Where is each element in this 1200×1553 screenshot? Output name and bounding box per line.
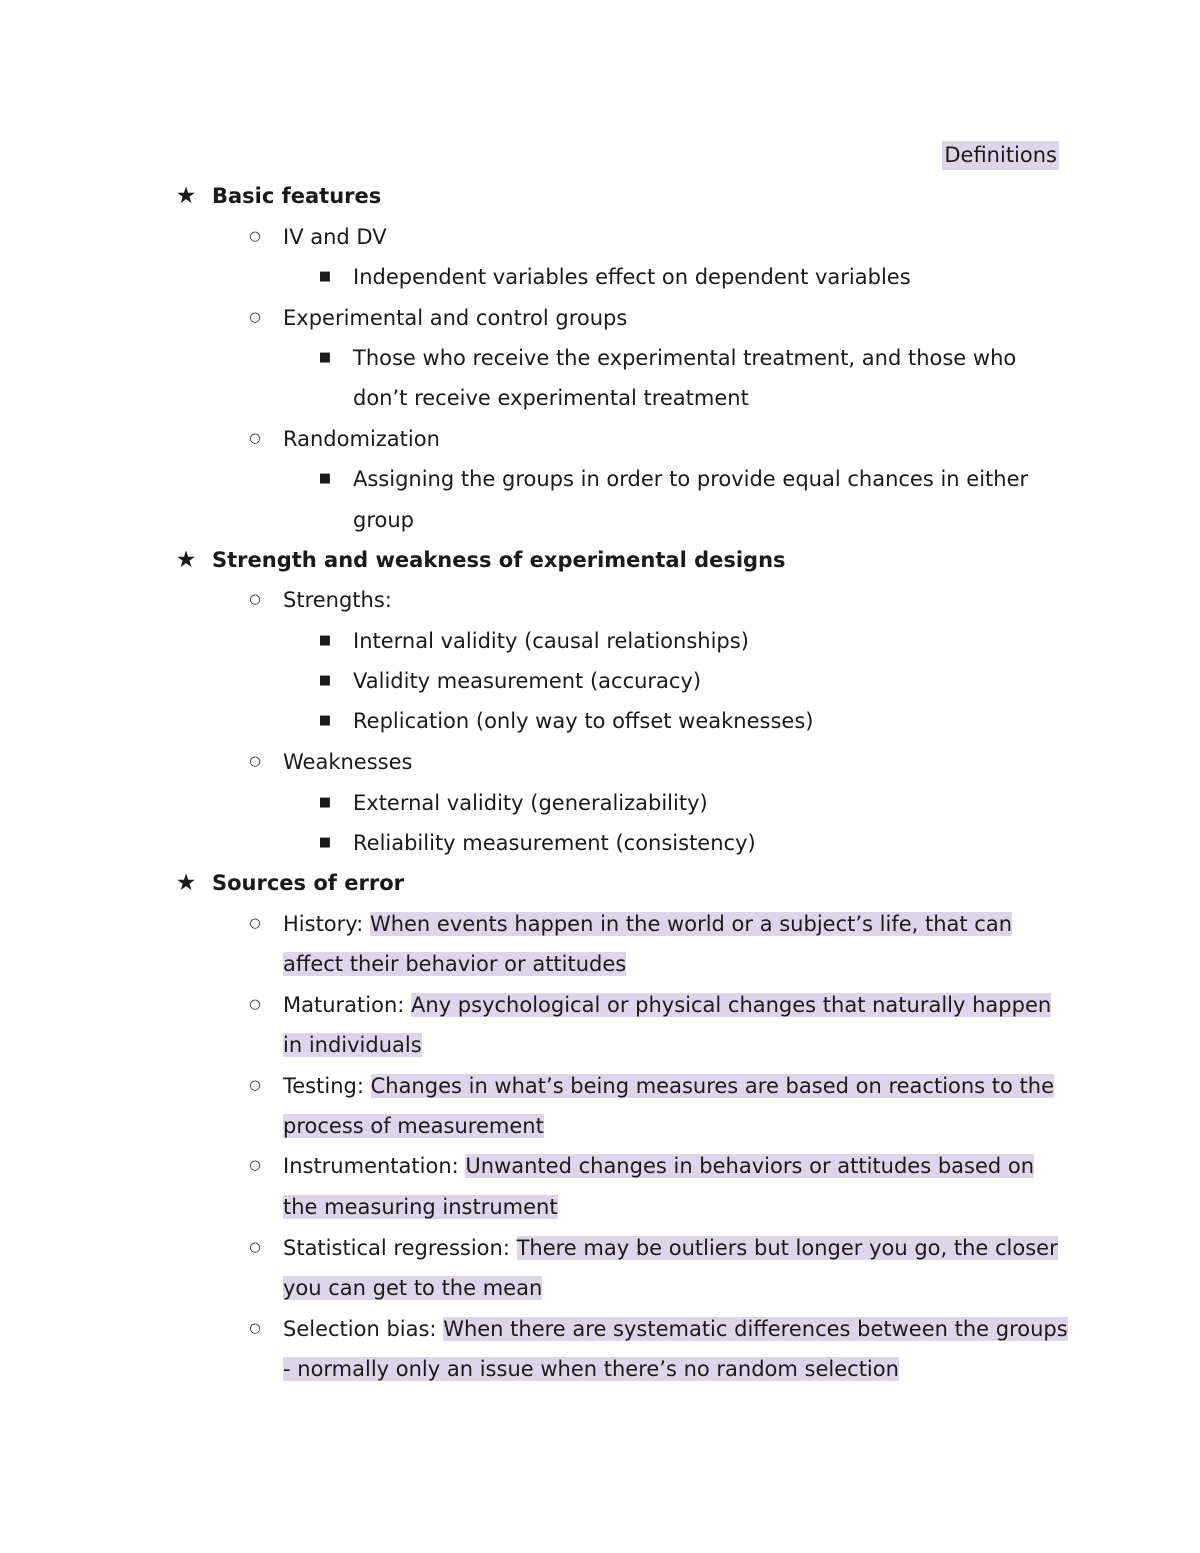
- circle-bullet-icon: ○: [249, 229, 261, 244]
- square-bullet-icon: ■: [318, 269, 332, 284]
- circle-bullet-icon: ○: [249, 1158, 261, 1173]
- list-item-text: Assigning the groups in order to provide equal chances in either: [353, 467, 1029, 491]
- list-item-text: Reliability measurement (consistency): [353, 831, 756, 855]
- highlighted-definition: There may be outliers but longer you go, the closer: [516, 1236, 1058, 1260]
- circle-bullet-icon: ○: [249, 431, 261, 446]
- section-heading-sources-of-error: [175, 863, 404, 903]
- list-item-continuation: [283, 1025, 422, 1065]
- highlighted-definition: When events happen in the world or a subject’s life, that can: [369, 912, 1013, 936]
- list-item-reliability-measurement: [318, 823, 756, 863]
- list-item-text: Replication (only way to offset weaknesses): [353, 709, 814, 733]
- list-item-groups-definition: [318, 338, 1017, 378]
- list-item-instrumentation: [249, 1146, 1035, 1186]
- square-bullet-icon: ■: [318, 633, 332, 648]
- term-label: Statistical regression:: [283, 1236, 517, 1260]
- square-bullet-icon: ■: [318, 350, 332, 365]
- list-item-text: group: [353, 508, 414, 532]
- section-title: Strength and weakness of experimental designs: [212, 548, 786, 572]
- list-item-iv-dv: [249, 217, 387, 257]
- square-bullet-icon: ■: [318, 471, 332, 486]
- square-bullet-icon: ■: [318, 673, 332, 688]
- square-bullet-icon: ■: [318, 835, 332, 850]
- section-heading-basic-features: [175, 176, 382, 216]
- circle-bullet-icon: ○: [249, 310, 261, 325]
- circle-bullet-icon: ○: [249, 997, 261, 1012]
- highlighted-definition: in individuals: [283, 1033, 422, 1057]
- definitions-label: Definitions: [942, 141, 1059, 170]
- circle-bullet-icon: ○: [249, 1321, 261, 1336]
- highlighted-definition: Any psychological or physical changes that naturally happen: [411, 993, 1052, 1017]
- list-item-text: Independent variables effect on dependent variables: [353, 265, 911, 289]
- list-item-weaknesses: [249, 742, 413, 782]
- list-item-continuation: [353, 500, 414, 540]
- list-item-text: External validity (generalizability): [353, 791, 708, 815]
- list-item-continuation: [283, 944, 626, 984]
- circle-bullet-icon: ○: [249, 592, 261, 607]
- square-bullet-icon: ■: [318, 795, 332, 810]
- list-item-validity-measurement: [318, 661, 702, 701]
- list-item-randomization-definition: [318, 459, 1029, 499]
- star-bullet-icon: ★: [175, 183, 197, 209]
- star-bullet-icon: ★: [175, 547, 197, 573]
- circle-bullet-icon: ○: [249, 1078, 261, 1093]
- list-item-internal-validity: [318, 621, 749, 661]
- highlighted-definition: Changes in what’s being measures are based on reactions to the: [370, 1074, 1055, 1098]
- list-item-maturation: [249, 985, 1052, 1025]
- list-item-continuation: [283, 1268, 542, 1308]
- list-item-text: Strengths:: [283, 588, 392, 612]
- list-item-iv-dv-definition: [318, 257, 911, 297]
- list-item-text: Internal validity (causal relationships): [353, 629, 749, 653]
- list-item-strengths: [249, 580, 392, 620]
- list-item-history: [249, 904, 1013, 944]
- list-item-groups: [249, 298, 628, 338]
- highlighted-definition: When there are systematic differences between the groups: [443, 1317, 1068, 1341]
- list-item-text: don’t receive experimental treatment: [353, 386, 749, 410]
- list-item-replication: [318, 701, 814, 741]
- list-item-randomization: [249, 419, 440, 459]
- highlighted-definition: you can get to the mean: [283, 1276, 543, 1300]
- star-bullet-icon: ★: [175, 870, 197, 896]
- list-item-continuation: [353, 378, 749, 418]
- term-label: Maturation:: [283, 993, 412, 1017]
- section-title: Sources of error: [212, 871, 404, 895]
- list-item-text: Those who receive the experimental treatment, and those who: [353, 346, 1017, 370]
- list-item-statistical-regression: [249, 1228, 1058, 1268]
- list-item-text: Weaknesses: [283, 750, 413, 774]
- term-label: Testing:: [283, 1074, 371, 1098]
- list-item-text: Experimental and control groups: [283, 306, 628, 330]
- list-item-external-validity: [318, 783, 708, 823]
- highlighted-definition: the measuring instrument: [283, 1195, 558, 1219]
- list-item-continuation: [283, 1106, 544, 1146]
- list-item-text: Randomization: [283, 427, 440, 451]
- highlighted-definition: affect their behavior or attitudes: [283, 952, 627, 976]
- term-label: Selection bias:: [283, 1317, 444, 1341]
- list-item-selection-bias: [249, 1309, 1068, 1349]
- highlighted-definition: - normally only an issue when there’s no random selection: [283, 1357, 899, 1381]
- section-heading-strength-weakness: [175, 540, 786, 580]
- circle-bullet-icon: ○: [249, 916, 261, 931]
- list-item-text: Validity measurement (accuracy): [353, 669, 702, 693]
- list-item-text: IV and DV: [283, 225, 387, 249]
- circle-bullet-icon: ○: [249, 754, 261, 769]
- list-item-continuation: [283, 1187, 558, 1227]
- term-label: Instrumentation:: [283, 1154, 466, 1178]
- section-title: Basic features: [212, 184, 382, 208]
- term-label: History:: [283, 912, 370, 936]
- highlighted-definition: Unwanted changes in behaviors or attitudes based on: [465, 1154, 1035, 1178]
- circle-bullet-icon: ○: [249, 1240, 261, 1255]
- list-item-testing: [249, 1066, 1055, 1106]
- list-item-continuation: [283, 1349, 899, 1389]
- highlighted-definition: process of measurement: [283, 1114, 544, 1138]
- square-bullet-icon: ■: [318, 713, 332, 728]
